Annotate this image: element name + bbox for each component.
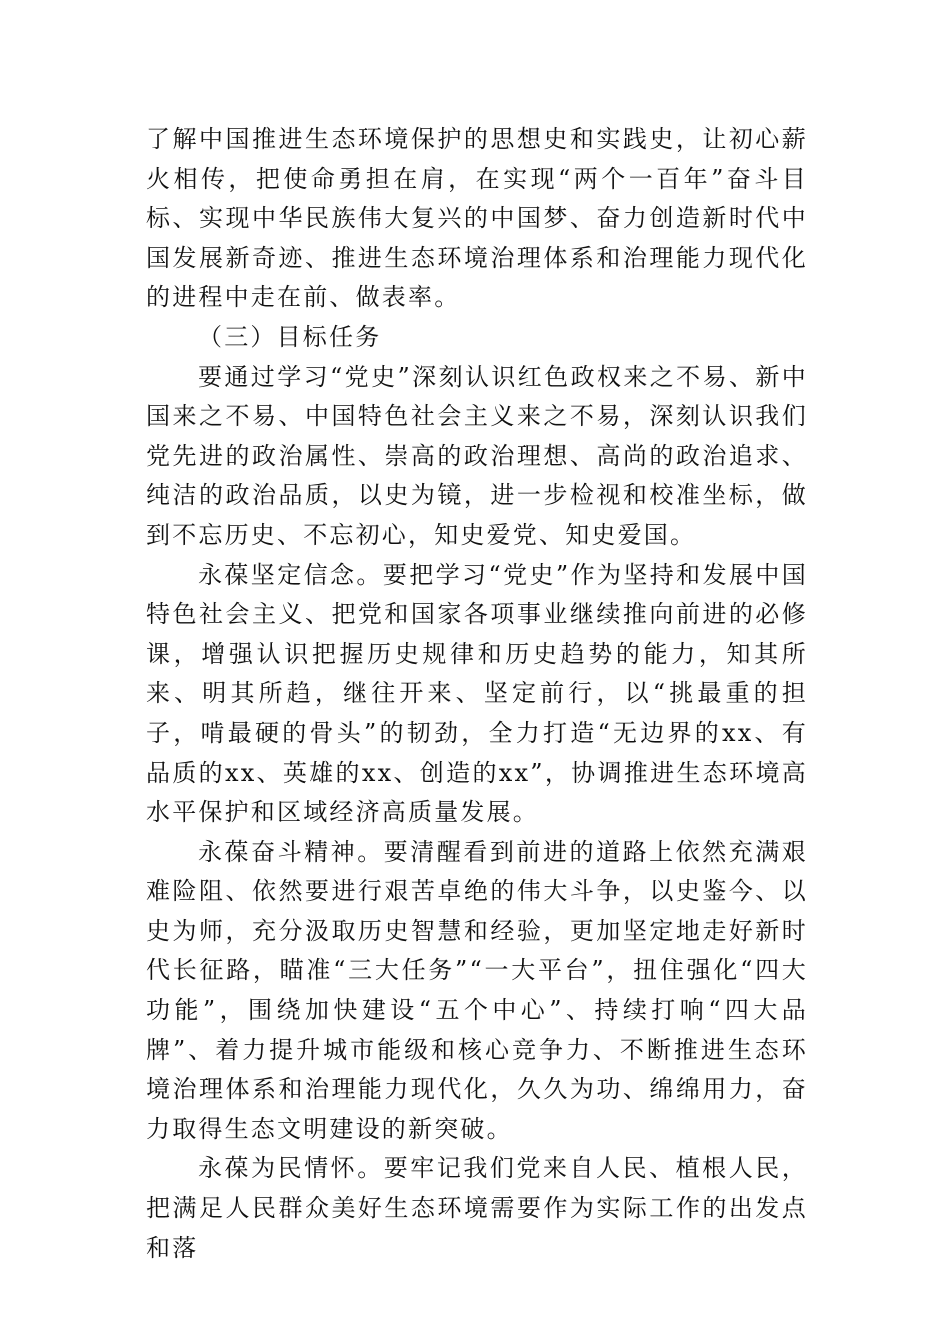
- paragraph-firm-belief: 永葆坚定信念。要把学习“党史”作为坚持和发展中国特色社会主义、把党和国家各项事业继续推向前进的必修课，增强认识把握历史规律和历史趋势的能力，知其所来、明其所趋，继往开来、坚定前行，以“挑最重的担子，啃最硬的骨头”的韧劲，全力打造“无边界的xx、有品质的xx、英雄的xx、创造的xx”，协调推进生态环境高水平保护和区域经济高质量发展。: [146, 560, 808, 827]
- paragraph-objectives: 要通过学习“党史”深刻认识红色政权来之不易、新中国来之不易、中国特色社会主义来之不易，深刻认识我们党先进的政治属性、崇高的政治理想、高尚的政治追求、纯洁的政治品质，以史为镜，进一步检视和校准坐标，做到不忘历史、不忘初心，知史爱党、知史爱国。: [146, 362, 808, 549]
- paragraph-people-sentiment: 永葆为民情怀。要牢记我们党来自人民、植根人民，把满足人民群众美好生态环境需要作为实际工作的出发点和落: [146, 1154, 808, 1262]
- paragraph-intro-continuation: 了解中国推进生态环境保护的思想史和实践史，让初心薪火相传，把使命勇担在肩，在实现“两个一百年”奋斗目标、实现中华民族伟大复兴的中国梦、奋力创造新时代中国发展新奇迹、推进生态环境治理体系和治理能力现代化的进程中走在前、做表率。: [146, 125, 808, 312]
- paragraph-struggle-spirit: 永葆奋斗精神。要清醒看到前进的道路上依然充满艰难险阻、依然要进行艰苦卓绝的伟大斗争，以史鉴今、以史为师，充分汲取历史智慧和经验，更加坚定地走好新时代长征路，瞄准“三大任务”“一大平台”，扭住强化“四大功能”，围绕加快建设“五个中心”、持续打响“四大品牌”、着力提升城市能级和核心竞争力、不断推进生态环境治理体系和治理能力现代化，久久为功、绵绵用力，奋力取得生态文明建设的新突破。: [146, 837, 808, 1143]
- document-body: [146, 120, 808, 1268]
- section-heading-objectives: （三）目标任务: [198, 322, 382, 351]
